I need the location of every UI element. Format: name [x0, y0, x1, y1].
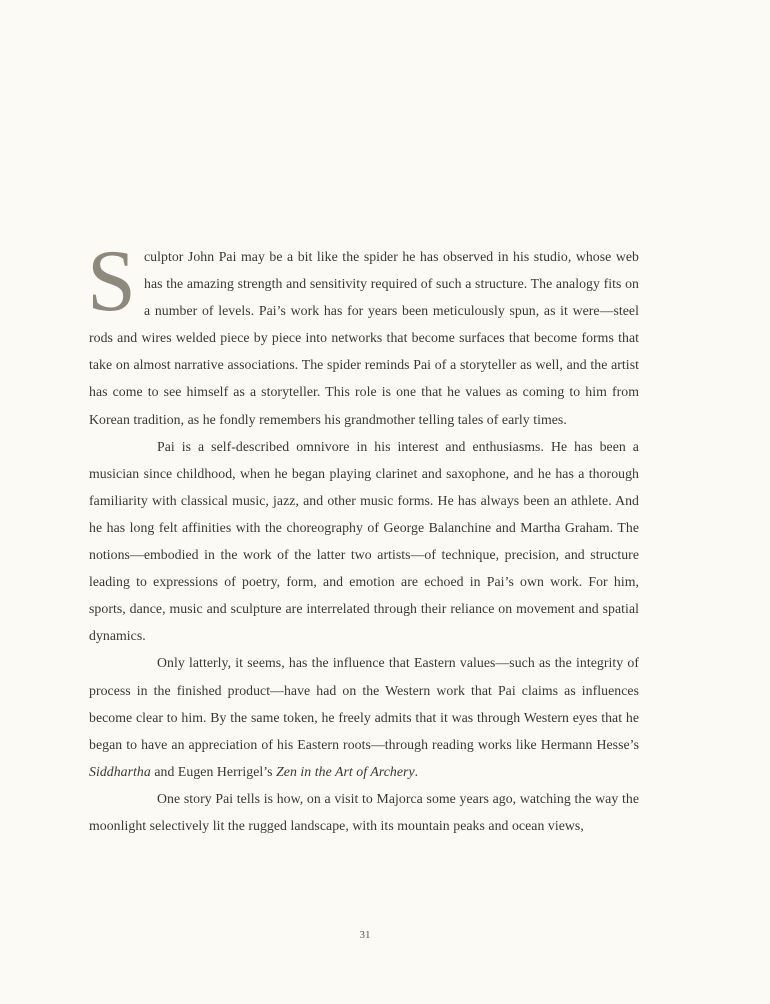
paragraph-2: Pai is a self-described omnivore in his interest and enthusiasms. He has been a musician since childhood, when he began playing clarinet and saxophone, and he has a thorough familiarity with classical music, jazz, and other music forms. He has always been an athlete. And he has long felt affinities with the choreography of George Balanchine and Martha Graham. The notions—embodied in the work of the latter two artists—of technique, precision, and structure leading to expressions of poetry, form, and emotion are echoed in Pai’s own work. For him, sports, dance, music and sculpture are interrelated through their reliance on movement and spatial dynamics.: [89, 438, 639, 644]
book-title-siddhartha: Siddhartha: [89, 763, 151, 779]
paragraph-3-text-c: .: [414, 763, 419, 779]
book-title-zen-archery: Zen in the Art of Archery: [276, 763, 415, 779]
article-body: [87, 233, 639, 839]
paragraph-3-text-b: and Eugen Herrigel’s: [150, 763, 277, 779]
paragraph-3: [89, 649, 639, 784]
paragraph-4: One story Pai tells is how, on a visit to Majorca some years ago, watching the way the moonlight selectively lit the rugged landscape, with its mountain peaks and ocean views,: [89, 790, 639, 833]
drop-cap: S: [87, 233, 136, 330]
paragraph-1-text: culptor John Pai may be a bit like the spider he has observed in his studio, whose web has the amazing strength and sensitivity required of such a structure. The analogy fits on a number of levels. Pai’s work has for years been meticulously spun, as it were—steel rods and wires welded piece by piece into networks that become surfaces that become forms that take on almost narrative associations. The spider reminds Pai of a storyteller as well, and the artist has come to see himself as a storyteller. This role is one that he values as coming to him from Korean tradition, as he fondly remembers his grandmother telling tales of early times.: [89, 249, 639, 427]
page-number: 31: [359, 929, 371, 941]
paragraph-3-text-a: Only latterly, it seems, has the influence that Eastern values—such as the integrity of process in the finished product—have had on the Western work that Pai claims as influences become clear to him. By the same token, he freely admits that it was through Western eyes that he began to have an appreciation of his Eastern roots—through reading works like Hermann Hesse’s: [89, 655, 639, 752]
paragraph-1: [87, 233, 639, 433]
